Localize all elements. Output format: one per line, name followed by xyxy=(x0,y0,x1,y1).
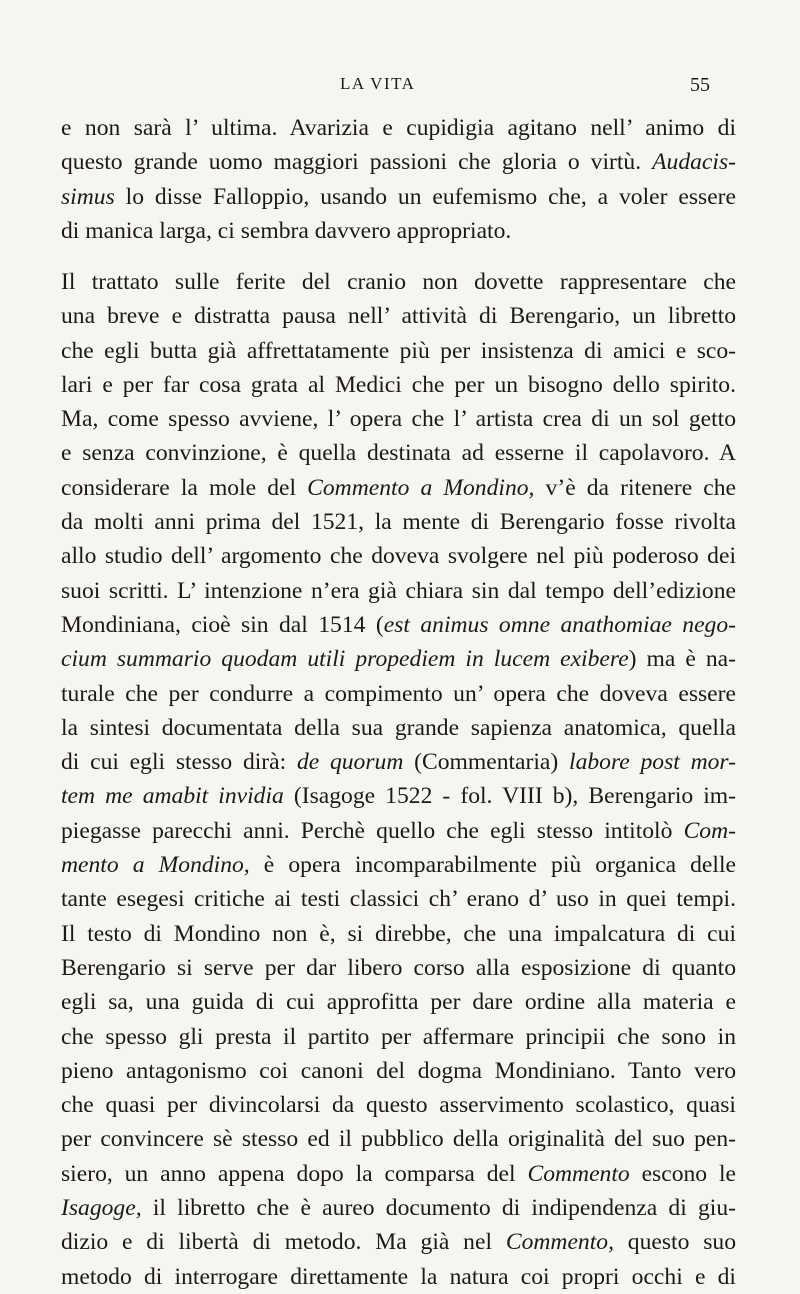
running-title: LA VITA xyxy=(340,74,416,93)
text-line xyxy=(61,436,736,470)
text-segment: siero, un anno appena dopo la comparsa del xyxy=(61,1160,528,1187)
text-segment: piegasse parecchi anni. Perchè quello che egli stesso intitolò xyxy=(61,817,684,844)
italic-text: de quorum xyxy=(296,749,404,776)
text-line xyxy=(61,1020,736,1054)
text-line xyxy=(61,471,736,505)
text-line xyxy=(61,368,736,402)
text-line xyxy=(61,214,736,248)
text-line xyxy=(61,1260,736,1294)
text-line xyxy=(61,574,736,608)
text-segment: considerare la mole del xyxy=(61,474,308,501)
italic-text: Commento, xyxy=(505,1229,614,1256)
text-segment: (Isagoge 1522 - fol. VIII b), Berengario im- xyxy=(283,783,736,810)
text-segment: e non sarà l’ ultima. Avarizia e cupidigia agitano nell’ animo di xyxy=(61,115,736,141)
text-line xyxy=(61,402,736,436)
italic-text: est animus omne anathomiae nego- xyxy=(383,611,736,638)
text-segment: ) ma è na- xyxy=(628,646,736,673)
text-segment: egli sa, una guida di cui approfitta per dare ordine alla materia e xyxy=(61,989,736,1016)
text-line xyxy=(61,299,736,333)
text-segment: è opera incomparabilmente più organica delle xyxy=(249,852,736,879)
text-segment: il libretto che è aureo documento di indipendenza di giu- xyxy=(141,1195,736,1222)
text-line xyxy=(61,882,736,916)
text-line xyxy=(61,1088,736,1122)
text-segment: la sintesi documentata della sua grande sapienza anatomica, quella xyxy=(61,714,736,741)
text-segment: lari e per far cosa grata al Medici che per un bisogno dello spirito. xyxy=(61,371,736,398)
text-line xyxy=(61,1054,736,1088)
running-head xyxy=(0,74,800,100)
text-line xyxy=(61,745,736,779)
text-segment: lo disse Falloppio, usando un eufemismo che, a voler essere xyxy=(114,183,736,210)
text-segment: Mondiniana, cioè sin dal 1514 ( xyxy=(61,611,384,638)
text-segment: tante esegesi critiche ai testi classici ch’ erano d’ uso in quei tempi. xyxy=(61,886,736,913)
italic-text: tem me amabit invidia xyxy=(61,783,284,810)
text-segment: questo suo xyxy=(613,1229,737,1256)
italic-text: Commento a Mondino, xyxy=(307,474,535,501)
text-line xyxy=(61,1157,736,1191)
italic-text: cium summario quodam utili propediem in lucem exibere xyxy=(61,646,629,673)
text-segment: allo studio dell’ argomento che doveva svolgere nel più poderoso dei xyxy=(61,543,736,570)
text-segment: escono le xyxy=(629,1160,736,1187)
text-line xyxy=(61,334,736,368)
page-number: 55 xyxy=(690,74,710,96)
text-segment: pieno antagonismo coi canoni del dogma Mondiniano. Tanto vero xyxy=(61,1057,736,1084)
paragraph-2 xyxy=(61,265,736,1294)
text-line xyxy=(61,642,736,676)
text-line xyxy=(61,145,736,179)
text-line xyxy=(61,779,736,813)
text-segment: una breve e distratta pausa nell’ attività di Berengario, un libretto xyxy=(61,303,736,330)
text-segment: questo grande uomo maggiori passioni che gloria o virtù. xyxy=(61,149,653,176)
text-line xyxy=(61,677,736,711)
text-segment: che spesso gli presta il partito per affermare principii che sono in xyxy=(61,1023,736,1050)
text-line xyxy=(61,848,736,882)
text-segment: da molti anni prima del 1521, la mente di Berengario fosse rivolta xyxy=(61,509,736,536)
text-segment: Ma, come spesso avviene, l’ opera che l’ artista crea di un sol getto xyxy=(61,406,736,433)
italic-text: Audacis- xyxy=(652,149,736,176)
text-line xyxy=(61,1225,736,1259)
italic-text: Isagoge, xyxy=(61,1195,142,1222)
text-line xyxy=(61,505,736,539)
text-line xyxy=(61,917,736,951)
text-segment: dizio e di libertà di metodo. Ma già nel xyxy=(61,1229,506,1256)
text-segment: e senza convinzione, è quella destinata ad esserne il capolavoro. A xyxy=(61,440,736,467)
text-segment: Il testo di Mondino non è, si direbbe, che una impalcatura di cui xyxy=(61,920,736,947)
italic-text: labore post mor- xyxy=(569,749,736,776)
text-segment: di manica larga, ci sembra davvero appropriato. xyxy=(61,217,512,244)
text-segment: suoi scritti. L’ intenzione n’era già chiara sin dal tempo dell’edizione xyxy=(61,577,736,604)
text-line xyxy=(61,985,736,1019)
text-segment: che egli butta già affrettatamente più per insistenza di amici e sco- xyxy=(61,337,736,364)
text-line xyxy=(61,265,736,299)
italic-text: Com- xyxy=(683,817,736,844)
text-line xyxy=(61,1191,736,1225)
text-line xyxy=(61,711,736,745)
text-segment: di cui egli stesso dirà: xyxy=(61,749,297,776)
text-segment: Berengario si serve per dar libero corso alla esposizione di quanto xyxy=(61,954,736,981)
text-line xyxy=(61,608,736,642)
italic-text: mento a Mondino, xyxy=(61,852,250,879)
text-line xyxy=(61,1122,736,1156)
text-segment: v’è da ritenere che xyxy=(534,474,736,501)
text-segment: Il trattato sulle ferite del cranio non dovette rappresentare che xyxy=(61,269,736,295)
text-line xyxy=(61,951,736,985)
text-segment: (Commentaria) xyxy=(403,749,570,776)
text-segment: per convincere sè stesso ed il pubblico della originalità del suo pen- xyxy=(61,1126,736,1153)
italic-text: Commento xyxy=(527,1160,630,1187)
text-line xyxy=(61,180,736,214)
italic-text: simus xyxy=(61,183,115,210)
text-segment: che quasi per divincolarsi da questo asservimento scolastico, quasi xyxy=(61,1092,736,1119)
paragraph-1 xyxy=(61,111,736,248)
text-line xyxy=(61,111,736,145)
text-line xyxy=(61,814,736,848)
text-segment: metodo di interrogare direttamente la natura coi propri occhi e di xyxy=(61,1263,736,1290)
text-segment: turale che per condurre a compimento un’ opera che doveva essere xyxy=(61,680,736,707)
text-line xyxy=(61,539,736,573)
